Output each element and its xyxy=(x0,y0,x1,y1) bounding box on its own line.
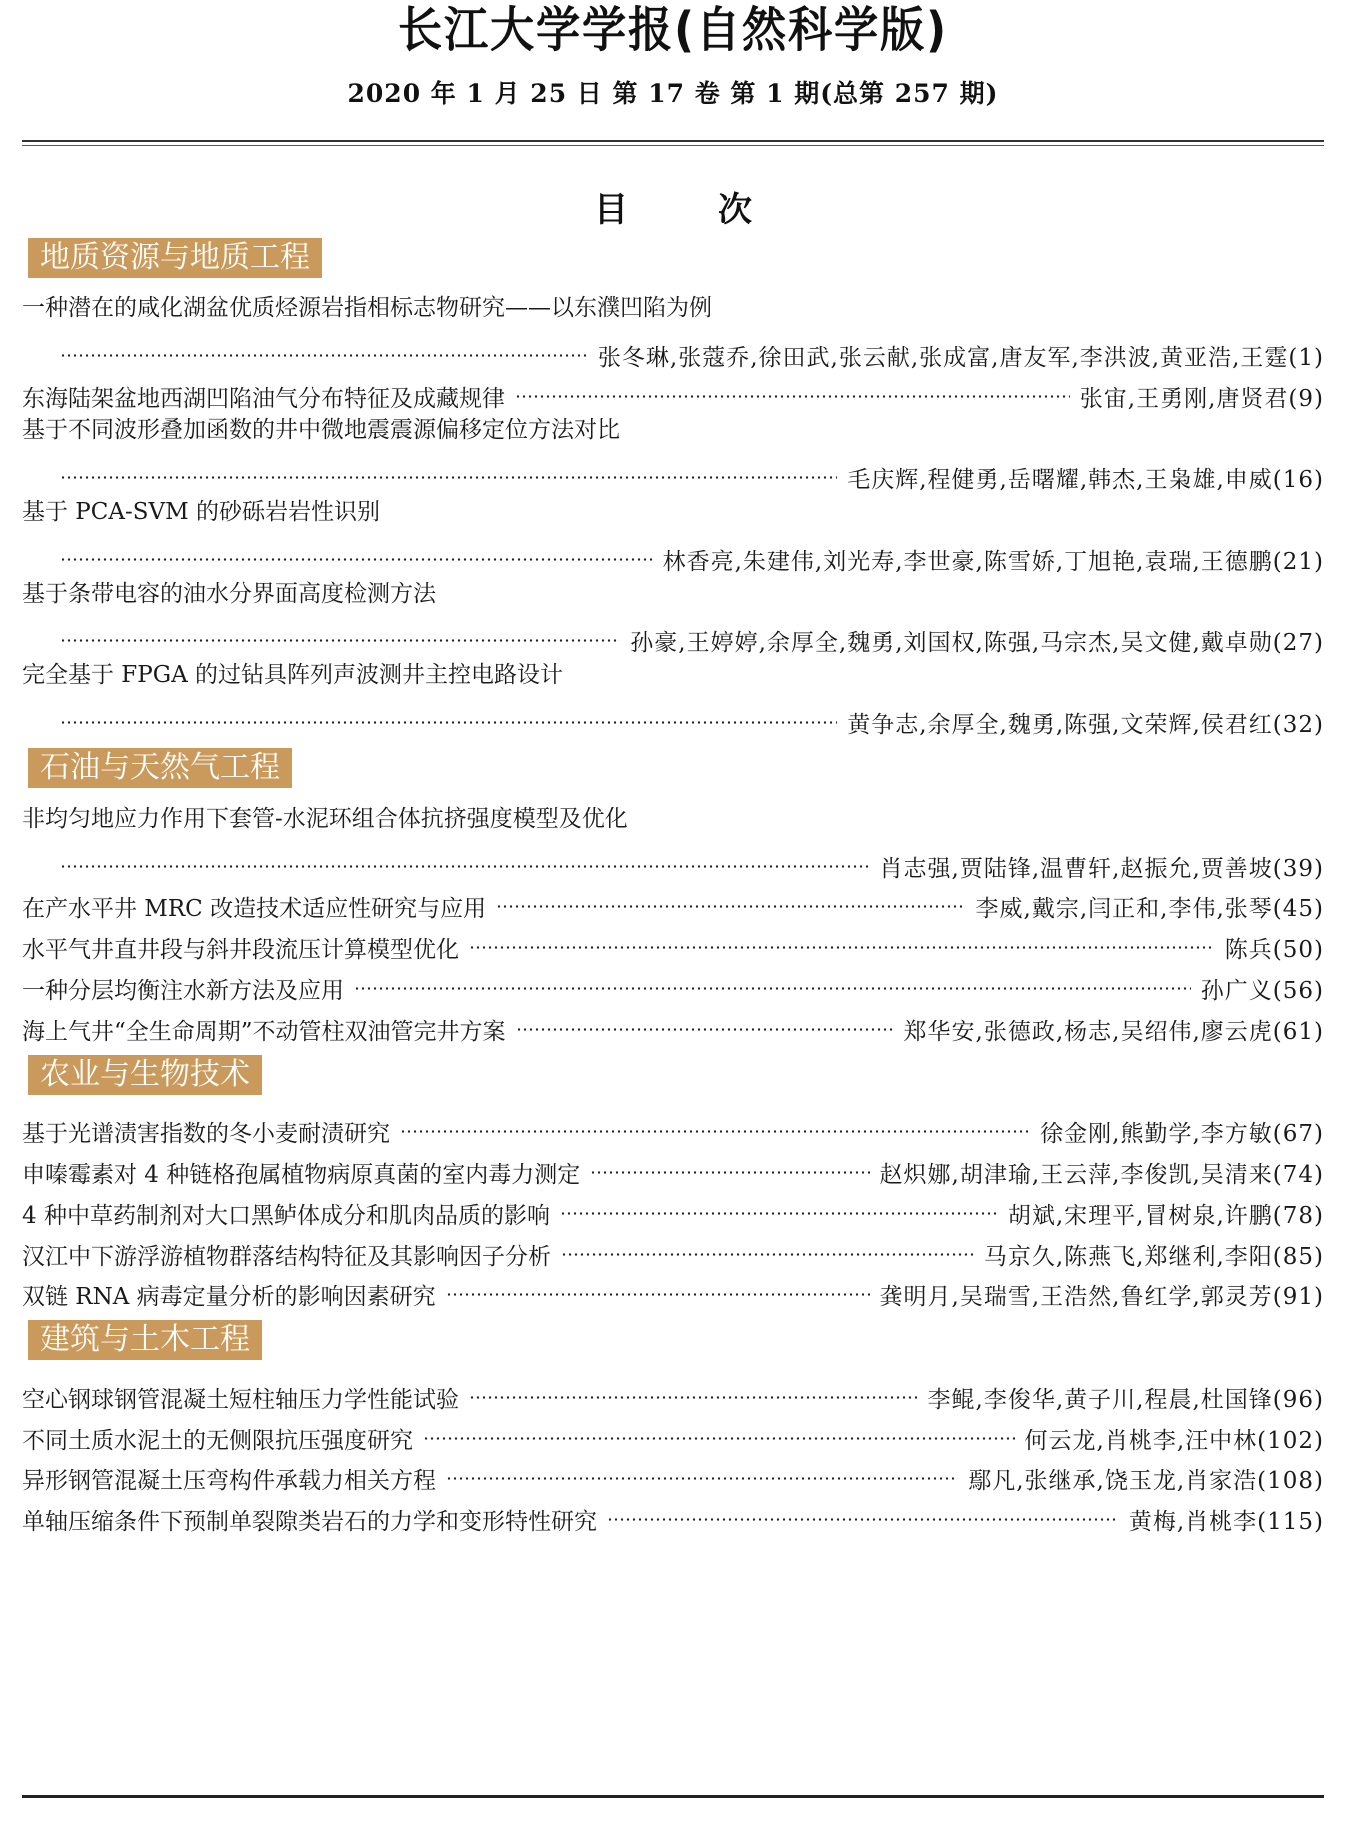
entry-title[interactable]: 一种潜在的咸化湖盆优质烃源岩指相标志物研究——以东濮凹陷为例 xyxy=(22,295,712,321)
dot-leader xyxy=(60,618,620,650)
entry-authors: 肖志强,贾陆锋,温曹轩,赵振允,贾善坡(39) xyxy=(879,856,1324,882)
dot-leader xyxy=(60,333,588,365)
entry-title[interactable]: 基于不同波形叠加函数的井中微地震震源偏移定位方法对比 xyxy=(22,417,620,443)
dot-leader xyxy=(400,1109,1030,1141)
entry-title[interactable]: 空心钢球钢管混凝土短柱轴压力学性能试验 xyxy=(22,1387,459,1413)
toc-heading-char-2: 次 xyxy=(718,190,752,230)
entry-authors: 龚明月,吴瑞雪,王浩然,鲁红学,郭灵芳(91) xyxy=(879,1284,1324,1310)
dot-leader xyxy=(60,455,837,487)
dot-leader xyxy=(496,884,965,916)
dot-leader xyxy=(469,925,1215,957)
entry-authors: 陈兵(50) xyxy=(1224,937,1324,963)
toc-entry[interactable] xyxy=(22,1191,1324,1229)
toc-heading-char-1: 目 xyxy=(594,190,628,230)
entry-authors: 胡斌,宋理平,冒树泉,许鹏(78) xyxy=(1007,1203,1324,1229)
toc-entry-title-line[interactable] xyxy=(22,292,1324,324)
toc-entry[interactable] xyxy=(22,966,1324,1004)
toc-entry-title-line[interactable] xyxy=(22,659,1324,691)
entry-authors: 孙豪,王婷婷,余厚全,魏勇,刘国权,陈强,马宗杰,吴文健,戴卓勋(27) xyxy=(630,630,1324,656)
entry-title[interactable]: 基于光谱渍害指数的冬小麦耐渍研究 xyxy=(22,1121,390,1147)
entry-authors: 林香亮,朱建伟,刘光寿,李世豪,陈雪娇,丁旭艳,袁瑞,王德鹏(21) xyxy=(662,549,1324,575)
entry-title[interactable]: 双链 RNA 病毒定量分析的影响因素研究 xyxy=(22,1284,436,1310)
toc-heading xyxy=(0,188,1346,232)
section-header-civil-engineering: 建筑与土木工程 xyxy=(28,1320,262,1360)
entry-title[interactable]: 基于条带电容的油水分界面高度检测方法 xyxy=(22,581,436,607)
toc-entry[interactable] xyxy=(22,1416,1324,1454)
dot-leader xyxy=(590,1150,869,1182)
entry-title[interactable]: 申嗪霉素对 4 种链格孢属植物病原真菌的室内毒力测定 xyxy=(22,1162,581,1188)
issue-line: 2020 年 1 月 25 日 第 17 卷 第 1 期(总第 257 期) xyxy=(347,79,999,108)
toc-entry-author-line xyxy=(22,844,1324,882)
entry-authors: 马京久,陈燕飞,郑继利,李阳(85) xyxy=(983,1244,1324,1270)
toc-entry[interactable] xyxy=(22,1375,1324,1413)
entry-title[interactable]: 水平气井直井段与斜井段流压计算模型优化 xyxy=(22,937,459,963)
dot-leader xyxy=(516,1007,894,1039)
entry-title[interactable]: 汉江中下游浮游植物群落结构特征及其影响因子分析 xyxy=(22,1244,551,1270)
toc-entry[interactable] xyxy=(22,884,1324,922)
entry-authors: 何云龙,肖桃李,汪中林(102) xyxy=(1024,1428,1324,1454)
dot-leader xyxy=(60,537,653,569)
section-header-agriculture: 农业与生物技术 xyxy=(28,1055,262,1095)
entry-title[interactable]: 完全基于 FPGA 的过钻具阵列声波测井主控电路设计 xyxy=(22,662,564,688)
entry-title[interactable]: 不同土质水泥土的无侧限抗压强度研究 xyxy=(22,1428,413,1454)
entry-authors: 黄争志,余厚全,魏勇,陈强,文荣辉,侯君红(32) xyxy=(847,712,1324,738)
entry-authors: 黄梅,肖桃李(115) xyxy=(1128,1509,1324,1535)
toc-entry[interactable] xyxy=(22,1456,1324,1494)
toc-entry[interactable] xyxy=(22,1150,1324,1188)
toc-entry-author-line xyxy=(22,618,1324,656)
dot-leader xyxy=(423,1416,1015,1448)
toc-entry[interactable] xyxy=(22,1007,1324,1045)
entry-authors: 毛庆辉,程健勇,岳曙耀,韩杰,王枭雄,申威(16) xyxy=(847,467,1324,493)
toc-entry-title-line[interactable] xyxy=(22,496,1324,528)
entry-title[interactable]: 在产水平井 MRC 改造技术适应性研究与应用 xyxy=(22,896,487,922)
toc-entry[interactable] xyxy=(22,1232,1324,1270)
dot-leader xyxy=(561,1232,974,1264)
footer-divider xyxy=(22,1795,1324,1798)
toc-entry-author-line xyxy=(22,333,1324,371)
entry-title[interactable]: 基于 PCA-SVM 的砂砾岩岩性识别 xyxy=(22,499,380,525)
dot-leader xyxy=(60,844,870,876)
dot-leader xyxy=(515,374,1070,406)
section-header-geology: 地质资源与地质工程 xyxy=(28,238,322,278)
toc-entry-author-line xyxy=(22,455,1324,493)
dot-leader xyxy=(469,1375,918,1407)
entry-authors: 徐金刚,熊勤学,李方敏(67) xyxy=(1040,1121,1324,1147)
entry-authors: 李威,戴宗,闫正和,李伟,张琴(45) xyxy=(975,896,1324,922)
journal-title: 长江大学学报(自然科学版) xyxy=(397,2,949,58)
entry-title[interactable]: 非均匀地应力作用下套管-水泥环组合体抗挤强度模型及优化 xyxy=(22,806,628,832)
header-divider xyxy=(22,140,1324,146)
entry-authors: 孙广义(56) xyxy=(1200,978,1324,1004)
toc-entry[interactable] xyxy=(22,1497,1324,1535)
entry-title[interactable]: 异形钢管混凝土压弯构件承载力相关方程 xyxy=(22,1468,436,1494)
toc-entry[interactable] xyxy=(22,1109,1324,1147)
entry-title[interactable]: 海上气井“全生命周期”不动管柱双油管完井方案 xyxy=(22,1019,506,1045)
entry-authors: 李鲲,李俊华,黄子川,程晨,杜国锋(96) xyxy=(927,1387,1324,1413)
entry-authors: 张宙,王勇刚,唐贤君(9) xyxy=(1079,386,1324,412)
section-header-petroleum: 石油与天然气工程 xyxy=(28,748,292,788)
entry-authors: 鄢凡,张继承,饶玉龙,肖家浩(108) xyxy=(968,1468,1324,1494)
entry-title[interactable]: 东海陆架盆地西湖凹陷油气分布特征及成藏规律 xyxy=(22,386,505,412)
toc-entry-title-line[interactable] xyxy=(22,803,1324,835)
entry-title[interactable]: 4 种中草药制剂对大口黑鲈体成分和肌肉品质的影响 xyxy=(22,1203,550,1229)
dot-leader xyxy=(446,1272,870,1304)
toc-entry[interactable] xyxy=(22,925,1324,963)
toc-entry[interactable] xyxy=(22,374,1324,412)
toc-entry-title-line[interactable] xyxy=(22,414,1324,446)
entry-authors: 郑华安,张德政,杨志,吴绍伟,廖云虎(61) xyxy=(903,1019,1324,1045)
dot-leader xyxy=(60,700,837,732)
entry-authors: 赵炽娜,胡津瑜,王云萍,李俊凯,吴清来(74) xyxy=(879,1162,1324,1188)
dot-leader xyxy=(354,966,1191,998)
toc-entry-title-line[interactable] xyxy=(22,578,1324,610)
toc-entry-author-line xyxy=(22,537,1324,575)
dot-leader xyxy=(446,1456,958,1488)
entry-title[interactable]: 单轴压缩条件下预制单裂隙类岩石的力学和变形特性研究 xyxy=(22,1509,597,1535)
entry-title[interactable]: 一种分层均衡注水新方法及应用 xyxy=(22,978,344,1004)
dot-leader xyxy=(607,1497,1119,1529)
toc-entry[interactable] xyxy=(22,1272,1324,1310)
toc-entry-author-line xyxy=(22,700,1324,738)
dot-leader xyxy=(560,1191,998,1223)
entry-authors: 张冬琳,张蔻乔,徐田武,张云献,张成富,唐友军,李洪波,黄亚浩,王霆(1) xyxy=(597,345,1324,371)
